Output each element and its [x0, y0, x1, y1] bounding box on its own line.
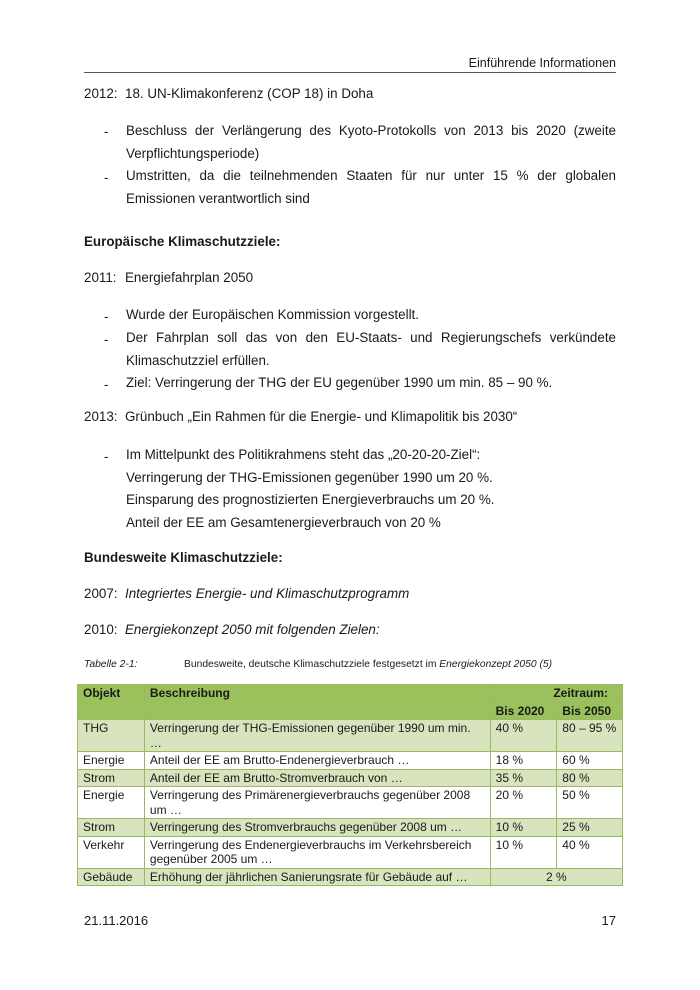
- eu-greenbook-subline: Anteil der EE am Gesamtenergieverbrauch von 20 %: [126, 515, 441, 530]
- cell-objekt: Energie: [78, 752, 145, 770]
- climate-targets-table: [77, 684, 623, 886]
- cell-bis2050: 50 %: [557, 787, 623, 819]
- cell-bis2020: 40 %: [490, 720, 557, 752]
- bullet-dash: -: [104, 449, 109, 464]
- col-header-beschreibung: Beschreibung: [144, 685, 490, 720]
- cell-beschreibung: Anteil der EE am Brutto-Stromverbrauch von …: [144, 769, 490, 787]
- bullet-dash: -: [104, 332, 109, 347]
- table-caption: [184, 659, 552, 670]
- cop18-entry: [84, 86, 373, 101]
- table-caption-label: Tabelle 2-1:: [84, 659, 138, 670]
- col-header-bis2050: Bis 2050: [557, 702, 623, 720]
- bullet-dash: -: [104, 124, 109, 139]
- cell-bis2050: 80 – 95 %: [557, 720, 623, 752]
- cell-bis2020: 10 %: [490, 836, 557, 868]
- section-heading-eu: Europäische Klimaschutzziele:: [84, 234, 281, 249]
- cop18-bullet: Umstritten, da die teilnehmenden Staaten für nur unter 15 % der globalen Emissionen verantwortlich sind: [126, 168, 616, 206]
- cell-bis2050: 40 %: [557, 836, 623, 868]
- eu-greenbook-subline: Einsparung des prognostizierten Energieverbrauchs um 20 %.: [126, 492, 495, 507]
- table-row: [78, 752, 623, 770]
- eu-greenbook-entry: [84, 409, 517, 424]
- cell-objekt: Gebäude: [78, 868, 145, 886]
- entry-title: 18. UN-Klimakonferenz (COP 18) in Doha: [125, 86, 374, 101]
- cop18-bullet: Beschluss der Verlängerung des Kyoto-Protokolls von 2013 bis 2020 (zweite Verpflichtungsperiode): [126, 123, 616, 161]
- de-program-entry: [84, 586, 409, 601]
- cell-objekt: Strom: [78, 769, 145, 787]
- section-heading-de: Bundesweite Klimaschutzziele:: [84, 550, 283, 565]
- cell-bis2050: 60 %: [557, 752, 623, 770]
- page-number: 17: [601, 913, 616, 928]
- entry-year: 2010:: [84, 622, 118, 637]
- table-row: [78, 819, 623, 837]
- cell-beschreibung: Erhöhung der jährlichen Sanierungsrate für Gebäude auf …: [144, 868, 490, 886]
- table-row: [78, 720, 623, 752]
- entry-year: 2007:: [84, 586, 118, 601]
- entry-title: Grünbuch „Ein Rahmen für die Energie- und Klimapolitik bis 2030“: [125, 409, 518, 424]
- bullet-dash: -: [104, 377, 109, 392]
- table-caption-text: Bundesweite, deutsche Klimaschutzziele festgesetzt im: [184, 659, 440, 670]
- cell-beschreibung: Verringerung des Stromverbrauchs gegenüber 2008 um …: [144, 819, 490, 837]
- cell-bis2050: 25 %: [557, 819, 623, 837]
- cell-bis2020: 35 %: [490, 769, 557, 787]
- cell-beschreibung: Anteil der EE am Brutto-Endenergieverbrauch …: [144, 752, 490, 770]
- col-header-bis2020: Bis 2020: [490, 702, 557, 720]
- table-row: [78, 769, 623, 787]
- footer-date: 21.11.2016: [84, 913, 149, 928]
- bullet-dash: -: [104, 309, 109, 324]
- eu-roadmap-bullet: Wurde der Europäischen Kommission vorgestellt.: [126, 307, 419, 322]
- table-row: [78, 836, 623, 868]
- entry-title: Integriertes Energie- und Klimaschutzprogramm: [125, 586, 410, 601]
- eu-roadmap-bullet: Ziel: Verringerung der THG der EU gegenüber 1990 um min. 85 – 90 %.: [126, 375, 553, 390]
- cell-objekt: Energie: [78, 787, 145, 819]
- entry-year: 2011:: [84, 270, 117, 285]
- bullet-dash: -: [104, 170, 109, 185]
- running-header: Einführende Informationen: [468, 56, 616, 70]
- cell-beschreibung: Verringerung des Endenergieverbrauchs im Verkehrsbereich gegenüber 2005 um …: [144, 836, 490, 868]
- cell-beschreibung: Verringerung der THG-Emissionen gegenüber 1990 um min. …: [144, 720, 490, 752]
- cell-bis2050: 80 %: [557, 769, 623, 787]
- eu-roadmap-bullet: Der Fahrplan soll das von den EU-Staats- und Regierungschefs verkündete Klimaschutzziel erfüllen.: [126, 330, 616, 368]
- cell-bis2020: 10 %: [490, 819, 557, 837]
- cell-bis2020: 18 %: [490, 752, 557, 770]
- cell-zeitraum-combined: 2 %: [490, 868, 622, 886]
- table-row: [78, 787, 623, 819]
- cell-beschreibung: Verringerung des Primärenergieverbrauchs gegenüber 2008 um …: [144, 787, 490, 819]
- table-caption-source: Energiekonzept 2050 (5): [439, 659, 553, 670]
- entry-year: 2012:: [84, 86, 118, 101]
- cell-objekt: Verkehr: [78, 836, 145, 868]
- col-header-zeitraum: Zeitraum:: [490, 685, 622, 703]
- entry-year: 2013:: [84, 409, 118, 424]
- eu-roadmap-entry: [84, 270, 253, 285]
- entry-title: Energiekonzept 2050 mit folgenden Zielen:: [125, 622, 380, 637]
- entry-title: Energiefahrplan 2050: [125, 270, 254, 285]
- de-concept-entry: [84, 622, 380, 637]
- table-header-row: [78, 685, 623, 703]
- cell-objekt: THG: [78, 720, 145, 752]
- eu-greenbook-subline: Verringerung der THG-Emissionen gegenüber 1990 um 20 %.: [126, 470, 493, 485]
- table-row: [78, 868, 623, 886]
- col-header-objekt: Objekt: [78, 685, 145, 720]
- cell-objekt: Strom: [78, 819, 145, 837]
- header-divider: [84, 72, 616, 73]
- cell-bis2020: 20 %: [490, 787, 557, 819]
- eu-greenbook-bullet: Im Mittelpunkt des Politikrahmens steht das „20-20-20-Ziel“:: [126, 447, 481, 462]
